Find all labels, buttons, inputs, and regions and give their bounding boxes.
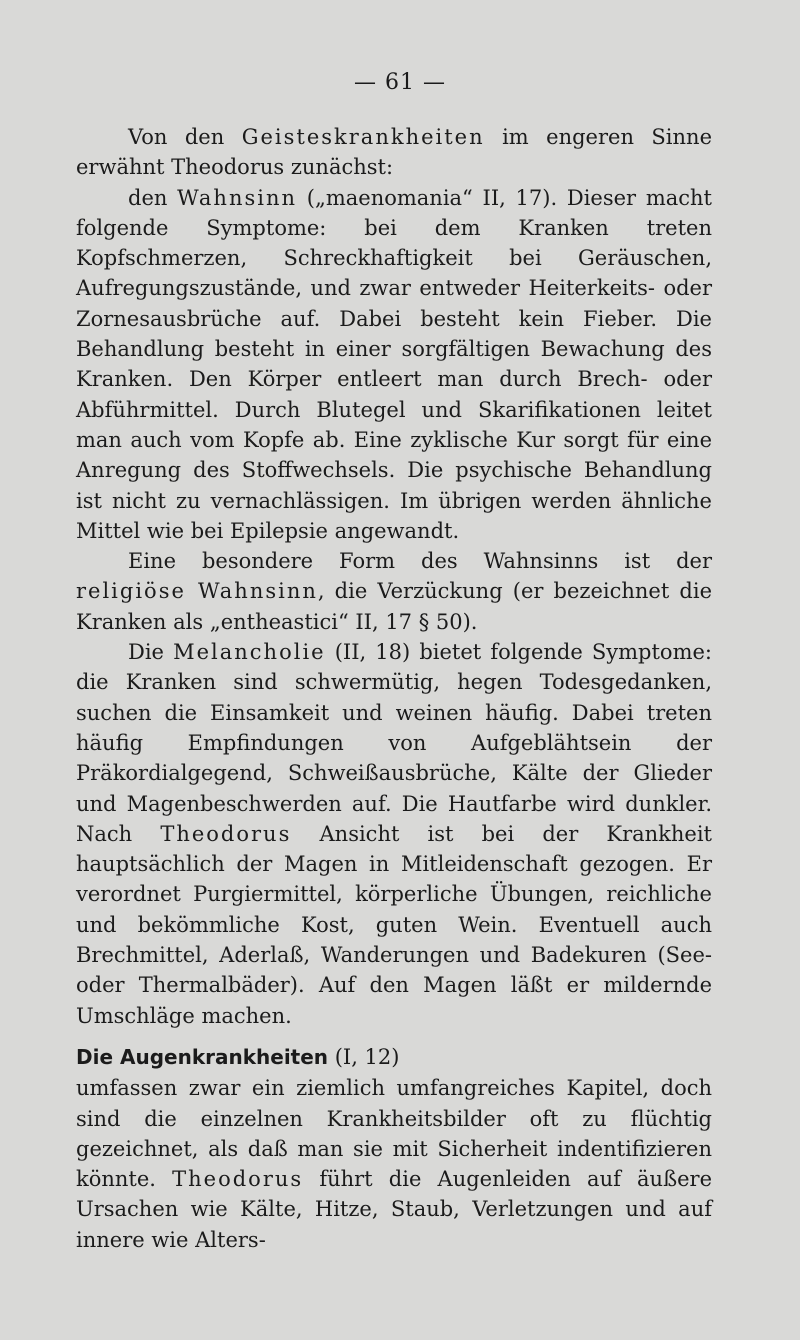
text-run: führt die Augenleiden auf äußere Ursachen wie Kälte, Hitze, Staub, Verletzungen und auf innere wie Alters- [76, 1167, 712, 1252]
spaced-term: religiöse Wahnsinn [76, 579, 318, 604]
page-number: — 61 — [354, 70, 446, 95]
heading-term: Die Augenkrankheiten [76, 1044, 329, 1069]
paragraph-augenkrankheiten [76, 1073, 712, 1255]
text-run: Eine besondere Form des Wahnsinns ist der [128, 549, 712, 574]
text-run: (I, 12) [328, 1044, 400, 1069]
text-run: Von den [128, 125, 242, 149]
text-run: den [128, 185, 178, 210]
paragraph-melancholie [76, 637, 712, 1031]
spaced-term: Theodorus [160, 821, 292, 846]
text-run: umfassen zwar ein ziemlich umfangreiches Kapitel, doch sind die einzelnen Krankheitsbilder oft zu flüchtig gezeichnet, als daß man sie mit Sicherheit indentifizieren könnte. [76, 1076, 712, 1192]
spaced-term: Theodorus [172, 1167, 304, 1192]
body-text [76, 122, 712, 1255]
paragraph-wahnsinn [76, 183, 712, 547]
section-heading [76, 1042, 712, 1072]
text-run: im engeren Sinne erwähnt Theodorus zunächst: [76, 125, 712, 180]
paragraph-geisteskrankheiten [76, 122, 712, 183]
spaced-term: Wahnsinn [177, 185, 298, 210]
spaced-term: Geisteskrankheiten [241, 125, 485, 149]
text-run: , die Verzückung (er bezeichnet die Kranken als „entheastici“ II, 17 § 50). [76, 579, 712, 634]
spaced-term: Melancholie [173, 640, 326, 665]
text-run: Ansicht ist bei der Krankheit hauptsächlich der Magen in Mitleidenschaft gezogen. Er verordnet Purgiermittel, körperliche Übungen, reichliche und bekömmliche Kost, guten Wein. Eventuell auch Brechmittel, Aderlaß, Wanderungen und Badekuren (See- oder Thermalbäder). Auf den Magen läßt er mildernde Umschläge machen. [76, 821, 712, 1028]
text-run: („maenomania“ II, 17). Dieser macht folgende Symptome: bei dem Kranken treten Kopfschmerzen, Schreckhaftigkeit bei Geräuschen, Aufregungszustände, und zwar entweder Heiterkeits- oder Zornesausbrüche auf. Dabei besteht kein Fieber. Die Behandlung besteht in einer sorgfältigen Bewachung des Kranken. Den Körper entleert man durch Brech- oder Abführmittel. Durch Blutegel und Skarifikationen leitet man auch vom Kopfe ab. Eine zyklische Kur sorgt für eine Anregung des Stoffwechsels. Die psychische Behandlung ist nicht zu vernachlässigen. Im übrigen werden ähnliche Mittel wie bei Epilepsie angewandt. [76, 185, 712, 543]
text-run: (II, 18) bietet folgende Symptome: die Kranken sind schwermütig, hegen Todesgedanken, suchen die Einsamkeit und weinen häufig. Dabei treten häufig Empfindungen von Aufgeblähtsein der Präkordialgegend, Schweißausbrüche, Kälte der Glieder und Magenbeschwerden auf. Die Hautfarbe wird dunkler. Nach [76, 640, 712, 846]
text-run: Die [128, 640, 174, 665]
paragraph-religioeser-wahnsinn [76, 546, 712, 637]
